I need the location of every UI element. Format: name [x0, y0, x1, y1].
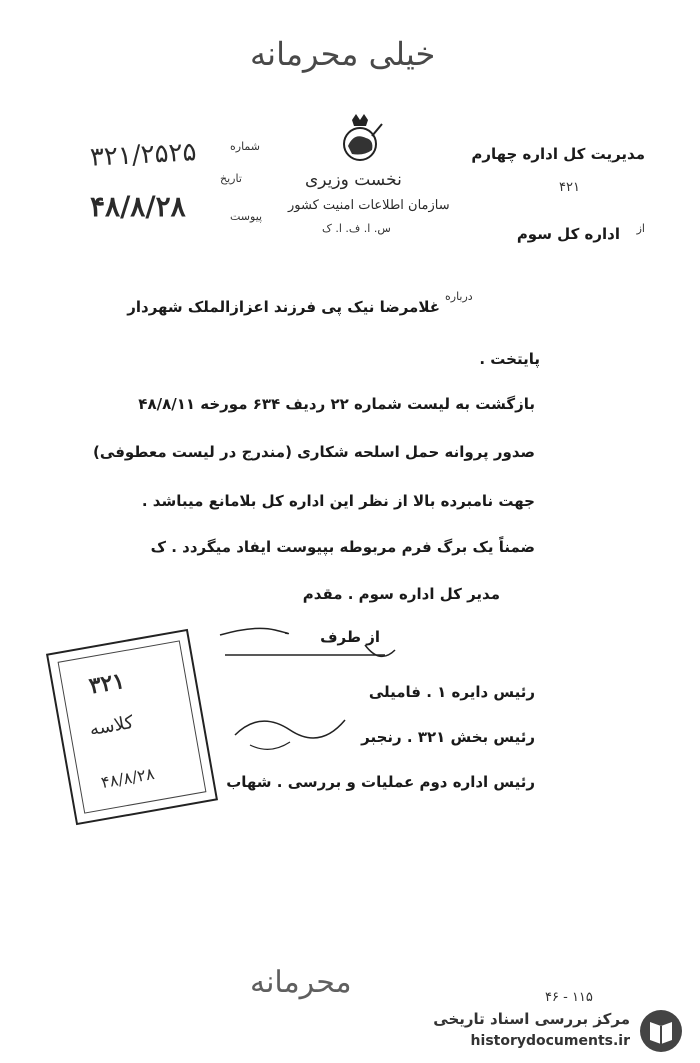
emblem-line2: سازمان اطلاعات امنیت کشور	[288, 198, 450, 213]
para-line4: ضمناً یک برگ فرم مربوطه بپیوست ایفاد میگردد . ک	[150, 538, 535, 556]
para-line3: جهت نامبرده بالا از نظر این اداره کل بلامانع میباشد .	[141, 492, 535, 510]
label-regarding: درباره	[445, 290, 473, 303]
lion-sun-emblem	[330, 110, 390, 170]
emblem-line3: س. ا. ف. ا. ک	[322, 222, 391, 235]
signer-title: مدیر کل اداره سوم . مقدم	[302, 585, 500, 603]
stamp-text-2: کلاسه	[88, 711, 136, 741]
on-behalf: از طرف	[320, 628, 380, 646]
subject-line1: غلامرضا نیک پی فرزند اعزازالملک شهردار	[127, 298, 440, 316]
received-stamp	[46, 629, 218, 825]
classification-handwritten-bottom: محرمانه	[250, 965, 352, 1000]
label-number: شماره	[230, 140, 261, 153]
office-code: ۴۲۱	[559, 180, 580, 195]
distribution-2: رئیس بخش ۳۲۱ . رنجبر	[361, 728, 535, 746]
subject-line2: پایتخت .	[479, 350, 540, 368]
stamp-text-1: ۳۲۱	[87, 667, 127, 700]
watermark-text-fa: مرکز بررسی اسناد تاریخی	[433, 1010, 630, 1028]
label-to: از	[636, 222, 645, 235]
initials-scribble	[230, 700, 350, 764]
para-line1: بازگشت به لیست شماره ۲۲ ردیف ۶۳۴ مورخه ۴۸/۸/۱۱	[138, 395, 535, 413]
emblem-line1: نخست وزیری	[305, 170, 402, 190]
value-date: ۴۸/۸/۲۸	[90, 190, 186, 223]
office-line2: اداره کل سوم	[516, 225, 620, 243]
page-code: ۱۱۵ - ۴۶	[545, 990, 593, 1005]
label-date: تاریخ	[220, 172, 242, 185]
label-attachment: پیوست	[230, 210, 263, 223]
value-number: ۳۲۱/۲۵۲۵	[89, 137, 198, 173]
office-line1: مدیریت کل اداره چهارم	[471, 145, 645, 163]
watermark-book-icon	[638, 1008, 684, 1054]
watermark-text-en: historydocuments.ir	[470, 1033, 630, 1049]
distribution-1: رئیس دایره ۱ . فامیلی	[368, 683, 535, 701]
para-line2: صدور پروانه حمل اسلحه شکاری (مندرج در لیست معطوفی)	[93, 443, 535, 461]
distribution-3: رئیس اداره دوم عملیات و بررسی . شهاب	[226, 773, 535, 791]
stamp-text-3: ۴۸/۸/۲۸	[99, 764, 156, 793]
classification-handwritten-top: خیلی محرمانه	[250, 35, 436, 73]
